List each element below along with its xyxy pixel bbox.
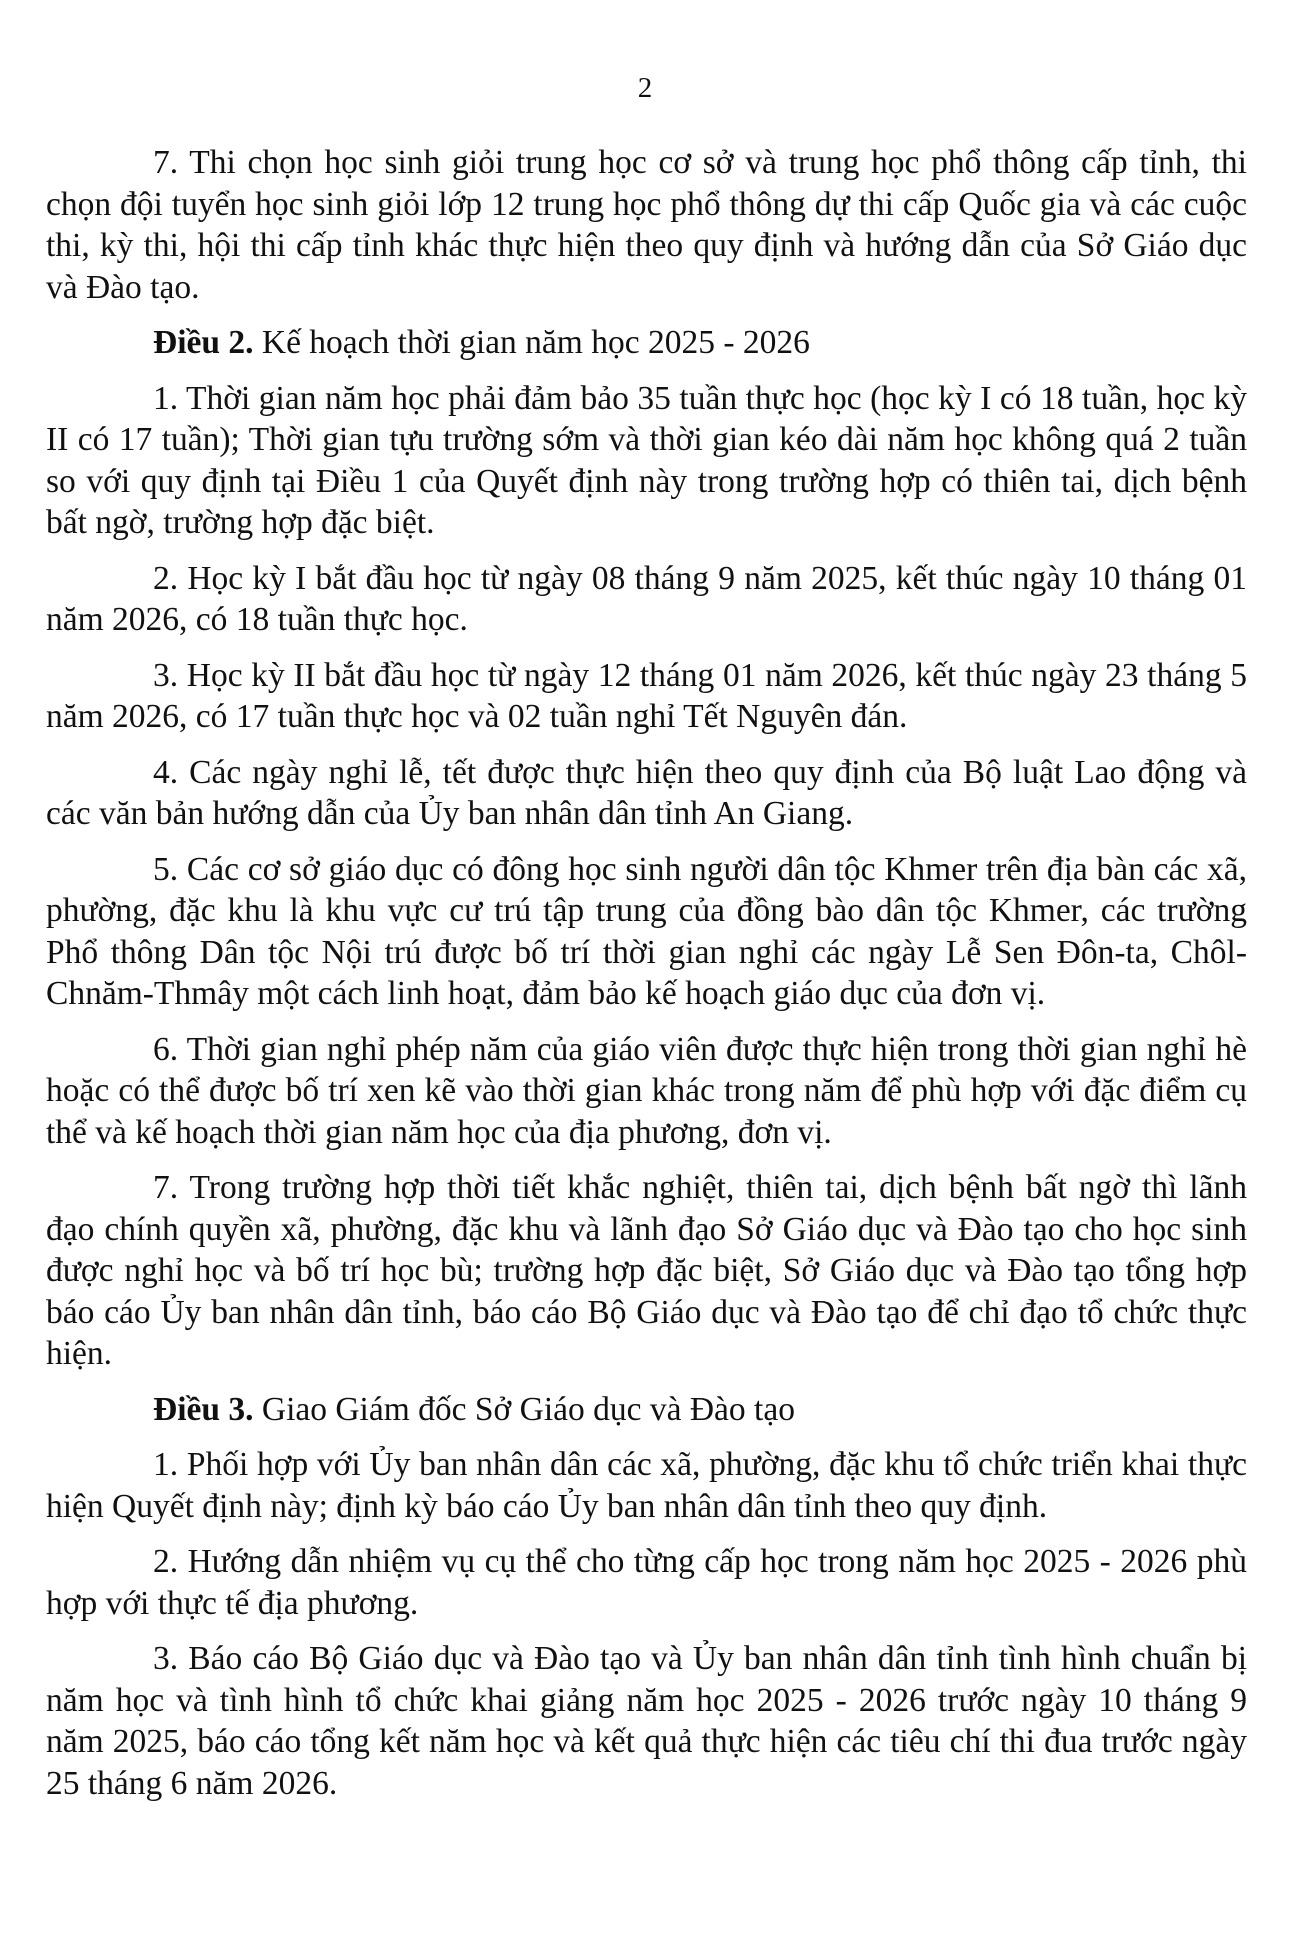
paragraph-3-2: 2. Hướng dẫn nhiệm vụ cụ thể cho từng cấp học trong năm học 2025 - 2026 phù hợp với thực tế địa phương. xyxy=(46,1543,1247,1622)
paragraph-2-5: 5. Các cơ sở giáo dục có đông học sinh người dân tộc Khmer trên địa bàn các xã, phường, đặc khu là khu vực cư trú tập trung của đồng bào dân tộc Khmer, các trường Phổ thông Dân tộc Nội trú được bố trí thời gian nghỉ các ngày Lễ Sen Đôn-ta, Chôl-Chnăm-Thmây một cách linh hoạt, đảm bảo kế hoạch giáo dục của đơn vị. xyxy=(46,850,1247,1012)
article-2-title: Kế hoạch thời gian năm học 2025 - 2026 xyxy=(253,324,810,361)
paragraph-2-7: 7. Trong trường hợp thời tiết khắc nghiệt, thiên tai, dịch bệnh bất ngờ thì lãnh đạo chính quyền xã, phường, đặc khu và lãnh đạo Sở Giáo dục và Đào tạo cho học sinh được nghỉ học và bố trí học bù; trường hợp đặc biệt, Sở Giáo dục và Đào tạo tổng hợp báo cáo Ủy ban nhân dân tỉnh, báo cáo Bộ Giáo dục và Đào tạo để chỉ đạo tổ chức thực hiện. xyxy=(46,1169,1247,1372)
paragraph-2-1: 1. Thời gian năm học phải đảm bảo 35 tuần thực học (học kỳ I có 18 tuần, học kỳ II có 17 tuần); Thời gian tựu trường sớm và thời gian kéo dài năm học không quá 2 tuần so với quy định tại Điều 1 của Quyết định này trong trường hợp có thiên tai, dịch bệnh bất ngờ, trường hợp đặc biệt. xyxy=(46,379,1247,541)
article-3-label: Điều 3. xyxy=(153,1390,254,1428)
paragraph-2-3: 3. Học kỳ II bắt đầu học từ ngày 12 tháng 01 năm 2026, kết thúc ngày 23 tháng 5 năm 2026, có 17 tuần thực học và 02 tuần nghỉ Tết Nguyên đán. xyxy=(46,656,1247,735)
paragraph-2-4: 4. Các ngày nghỉ lễ, tết được thực hiện theo quy định của Bộ luật Lao động và các văn bản hướng dẫn của Ủy ban nhân dân tỉnh An Giang. xyxy=(46,753,1247,832)
document-body xyxy=(46,142,1247,1818)
article-3-heading xyxy=(46,1389,1247,1431)
article-2-label: Điều 2. xyxy=(153,324,254,361)
paragraph-3-1: 1. Phối hợp với Ủy ban nhân dân các xã, phường, đặc khu tổ chức triển khai thực hiện Quyết định này; định kỳ báo cáo Ủy ban nhân dân tỉnh theo quy định. xyxy=(46,1446,1247,1525)
paragraph-2-2: 2. Học kỳ I bắt đầu học từ ngày 08 tháng 9 năm 2025, kết thúc ngày 10 tháng 01 năm 2026, có 18 tuần thực học. xyxy=(46,559,1247,638)
paragraph-2-6: 6. Thời gian nghỉ phép năm của giáo viên được thực hiện trong thời gian nghỉ hè hoặc có thể được bố trí xen kẽ vào thời gian khác trong năm để phù hợp với đặc điểm cụ thể và kế hoạch thời gian năm học của địa phương, đơn vị. xyxy=(46,1030,1247,1151)
article-3-title: Giao Giám đốc Sở Giáo dục và Đào tạo xyxy=(253,1390,795,1428)
paragraph-3-3: 3. Báo cáo Bộ Giáo dục và Đào tạo và Ủy ban nhân dân tỉnh tình hình chuẩn bị năm học và tình hình tổ chức khai giảng năm học 2025 - 2026 trước ngày 10 tháng 9 năm 2025, báo cáo tổng kết năm học và kết quả thực hiện các tiêu chí thi đua trước ngày 25 tháng 6 năm 2026. xyxy=(46,1640,1247,1802)
paragraph-1-7: 7. Thi chọn học sinh giỏi trung học cơ sở và trung học phổ thông cấp tỉnh, thi chọn đội tuyển học sinh giỏi lớp 12 trung học phổ thông dự thi cấp Quốc gia và các cuộc thi, kỳ thi, hội thi cấp tỉnh khác thực hiện theo quy định và hướng dẫn của Sở Giáo dục và Đào tạo. xyxy=(46,144,1247,306)
article-2-heading xyxy=(46,322,1247,364)
page-number: 2 xyxy=(637,72,653,104)
